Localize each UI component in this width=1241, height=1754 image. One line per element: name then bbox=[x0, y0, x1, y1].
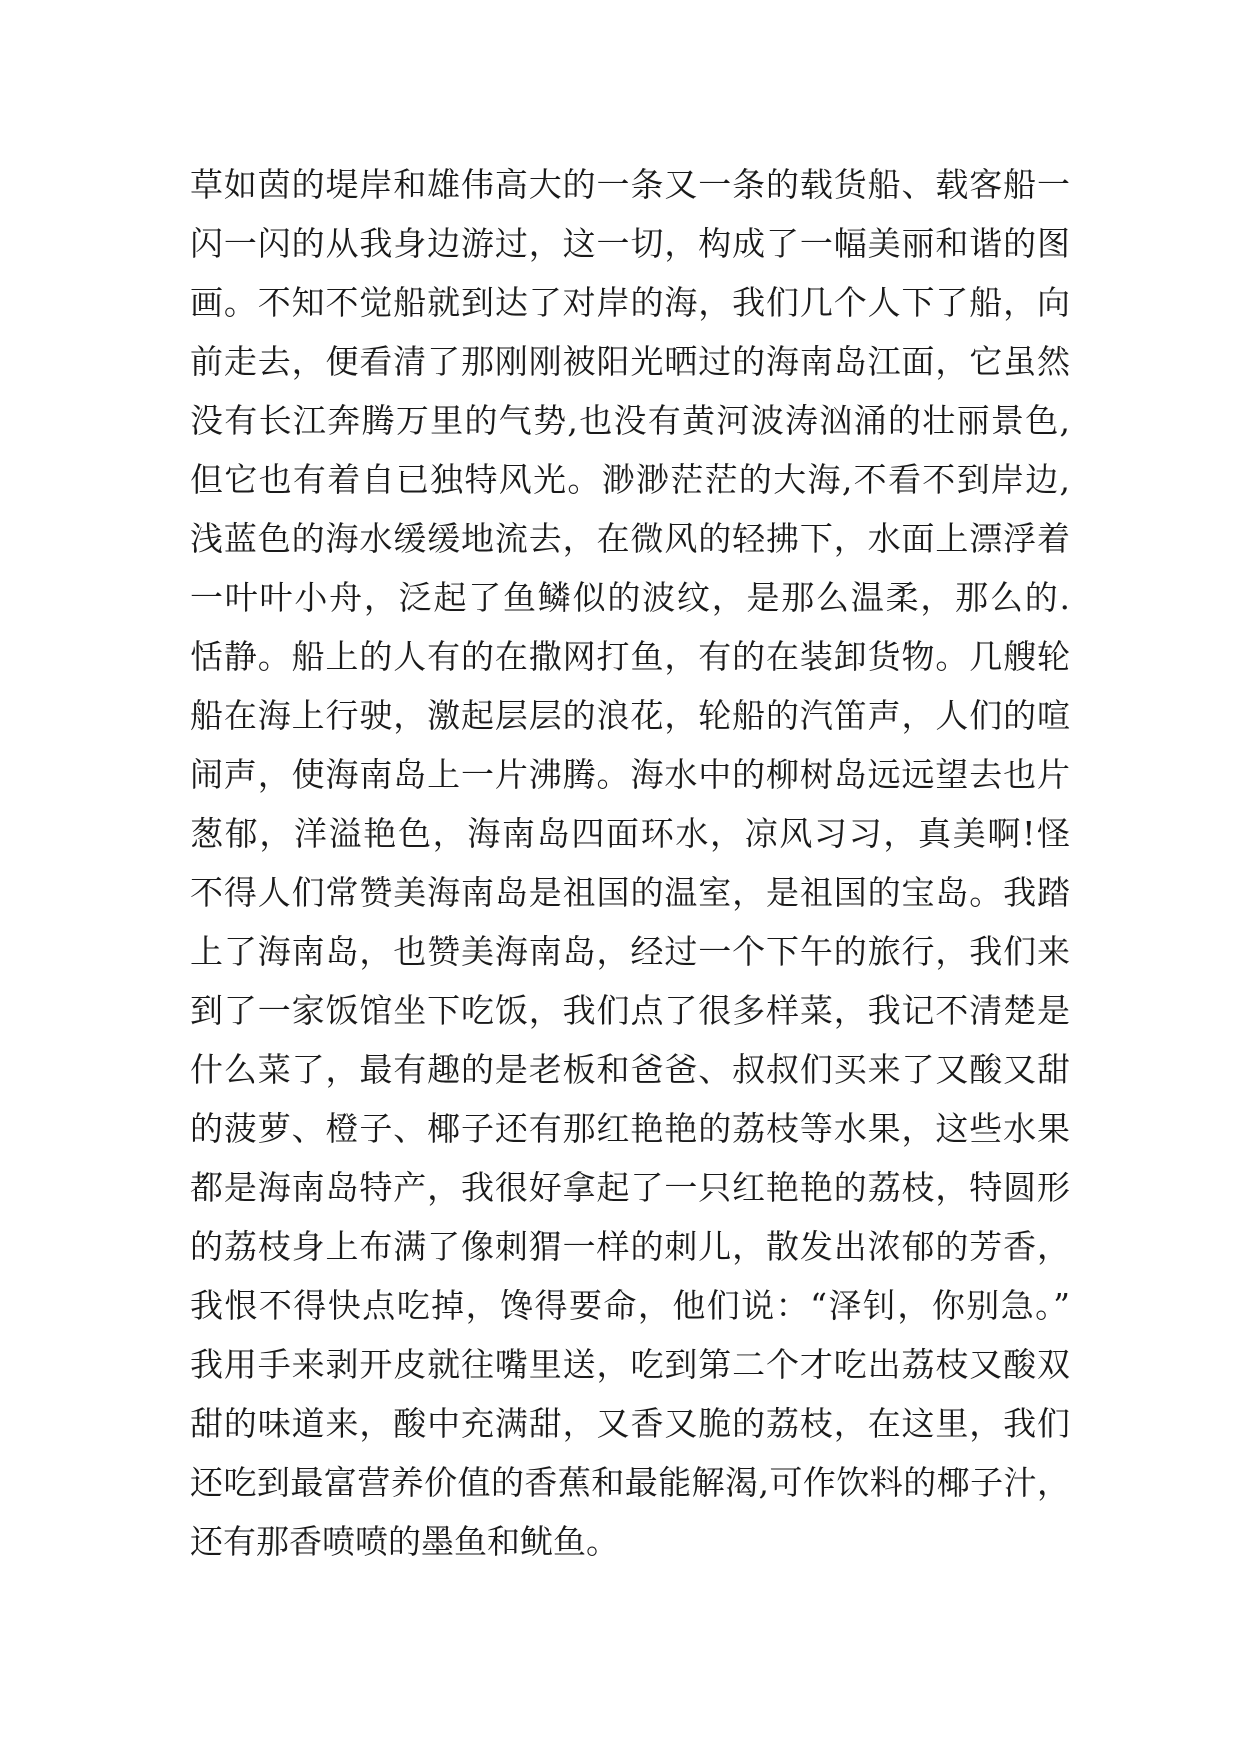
text-line: 葱郁，洋溢艳色，海南岛四面环水，凉风习习，真美啊!怪 bbox=[190, 814, 1070, 853]
text-line: 我用手来剥开皮就往嘴里送，吃到第二个才吃出荔枝又酸双 bbox=[190, 1345, 1070, 1384]
text-line: 到了一家饭馆坐下吃饭，我们点了很多样菜，我记不清楚是 bbox=[190, 991, 1070, 1030]
text-line: 还吃到最富营养价值的香蕉和最能解渴,可作饮料的椰子汁， bbox=[190, 1463, 1070, 1502]
text-line: 没有长江奔腾万里的气势,也没有黄河波涛汹涌的壮丽景色, bbox=[190, 401, 1070, 440]
text-line: 什么菜了，最有趣的是老板和爸爸、叔叔们买来了又酸又甜 bbox=[190, 1050, 1070, 1089]
text-line: 船在海上行驶，激起层层的浪花，轮船的汽笛声，人们的喧 bbox=[190, 696, 1070, 735]
text-line: 但它也有着自已独特风光。渺渺茫茫的大海,不看不到岸边, bbox=[190, 460, 1070, 499]
text-line: 一叶叶小舟，泛起了鱼鳞似的波纹，是那么温柔，那么的. bbox=[190, 578, 1070, 617]
text-line: 闹声，使海南岛上一片沸腾。海水中的柳树岛远远望去也片 bbox=[190, 755, 1070, 794]
text-line: 不得人们常赞美海南岛是祖国的温室，是祖国的宝岛。我踏 bbox=[190, 873, 1070, 912]
text-line: 我恨不得快点吃掉，馋得要命，他们说：“泽钊，你别急。” bbox=[190, 1286, 1070, 1325]
text-line: 恬静。船上的人有的在撒网打鱼，有的在装卸货物。几艘轮 bbox=[190, 637, 1070, 676]
text-line: 浅蓝色的海水缓缓地流去，在微风的轻拂下，水面上漂浮着 bbox=[190, 519, 1070, 558]
body-paragraph bbox=[190, 155, 1070, 1571]
text-line: 的菠萝、橙子、椰子还有那红艳艳的荔枝等水果，这些水果 bbox=[190, 1109, 1070, 1148]
text-line: 甜的味道来，酸中充满甜，又香又脆的荔枝，在这里，我们 bbox=[190, 1404, 1070, 1443]
text-line: 草如茵的堤岸和雄伟高大的一条又一条的载货船、载客船一 bbox=[190, 165, 1070, 204]
text-line: 还有那香喷喷的墨鱼和鱿鱼。 bbox=[190, 1522, 619, 1561]
text-line: 前走去，便看清了那刚刚被阳光晒过的海南岛江面，它虽然 bbox=[190, 342, 1070, 381]
text-line: 的荔枝身上布满了像刺猬一样的刺儿，散发出浓郁的芳香， bbox=[190, 1227, 1070, 1266]
text-line: 画。不知不觉船就到达了对岸的海，我们几个人下了船，向 bbox=[190, 283, 1070, 322]
text-line: 都是海南岛特产，我很好拿起了一只红艳艳的荔枝，特圆形 bbox=[190, 1168, 1070, 1207]
text-line: 上了海南岛，也赞美海南岛，经过一个下午的旅行，我们来 bbox=[190, 932, 1070, 971]
text-line: 闪一闪的从我身边游过，这一切，构成了一幅美丽和谐的图 bbox=[190, 224, 1070, 263]
